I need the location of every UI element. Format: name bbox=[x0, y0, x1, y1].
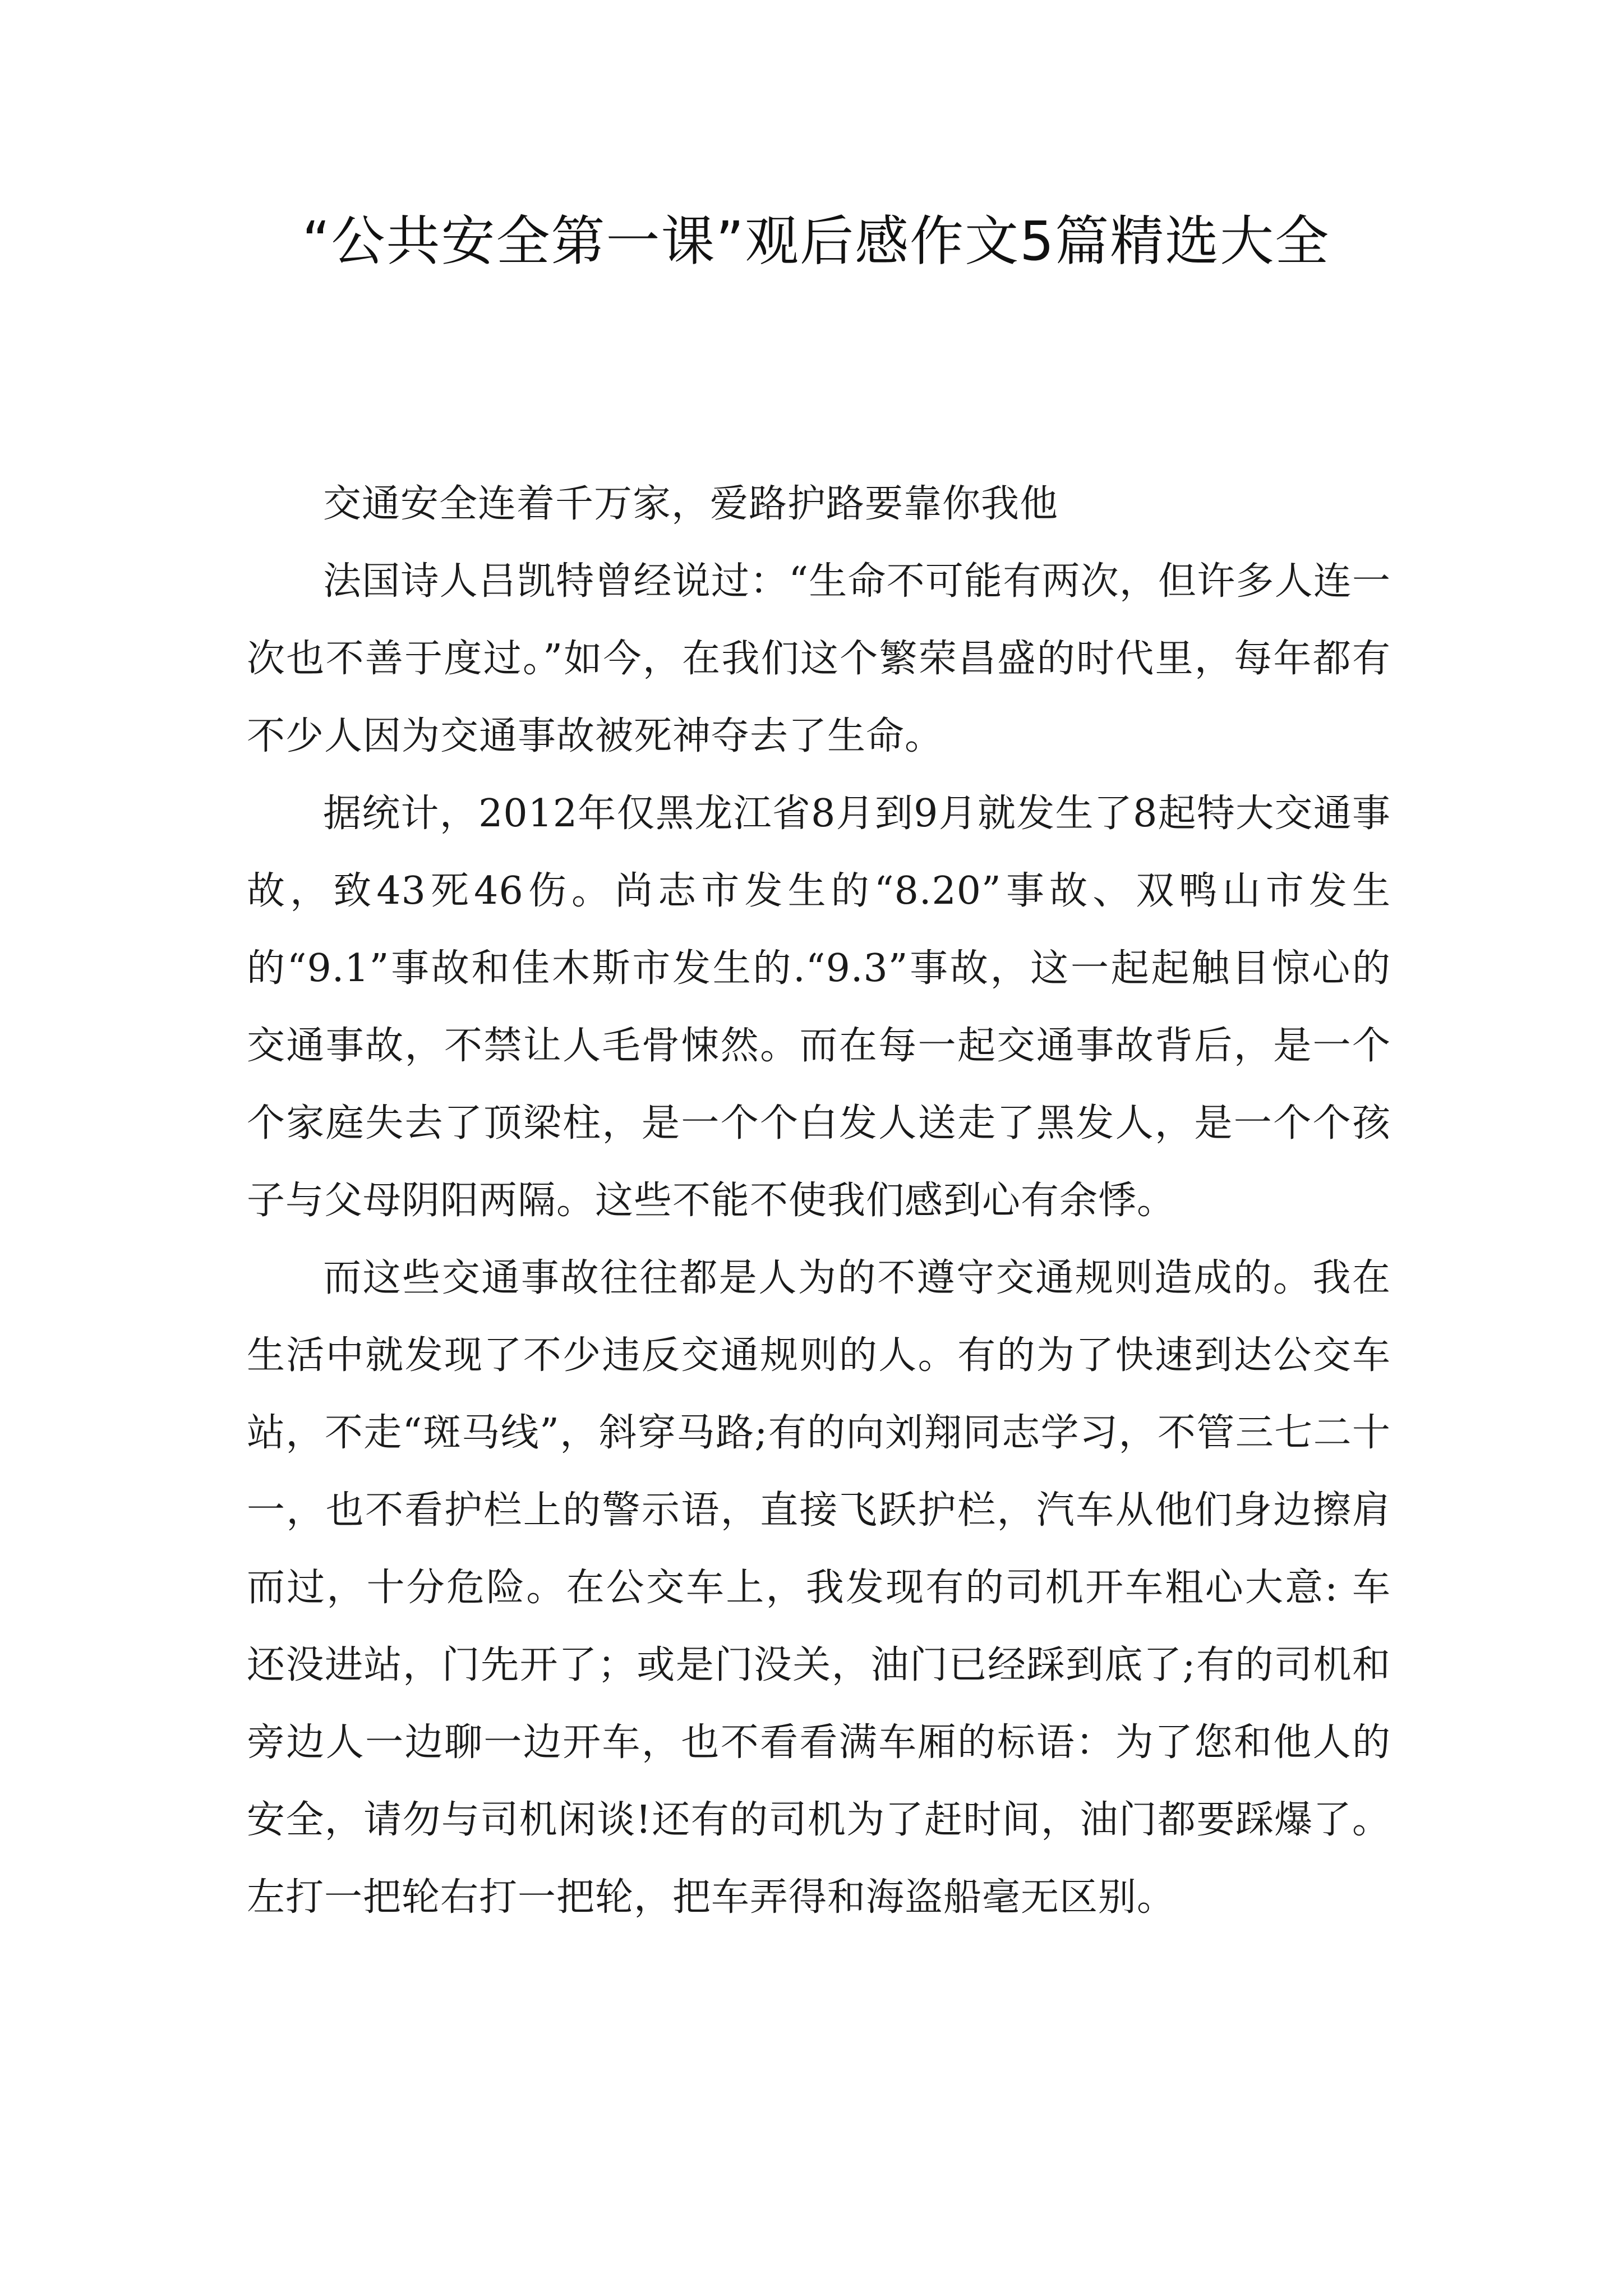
body-paragraph: 据统计，2012年仅黑龙江省8月到9月就发生了8起特大交通事故，致43死46伤。尚志市发生的“8.20”事故、双鸭山市发生的“9.1”事故和佳木斯市发生的.“9.3”事故，这一起起触目惊心的交通事故，不禁让人毛骨悚然。而在每一起交通事故背后，是一个个家庭失去了顶梁柱，是一个个白发人送走了黑发人，是一个个孩子与父母阴阳两隔。这些不能不使我们感到心有余悸。 bbox=[247, 792, 1391, 1223]
document-title: “公共安全第一课”观后感作文5篇精选大全 bbox=[302, 210, 1330, 273]
body-paragraph: 交通安全连着千万家，爱路护路要靠你我他 bbox=[323, 482, 1059, 526]
body-paragraph: 而这些交通事故往往都是人为的不遵守交通规则造成的。我在生活中就发现了不少违反交通规则的人。有的为了快速到达公交车站，不走“斑马线”，斜穿马路;有的向刘翔同志学习，不管三七二十一，也不看护栏上的警示语，直接飞跃护栏，汽车从他们身边擦肩而过，十分危险。在公交车上，我发现有的司机开车粗心大意: 车还没进站，门先开了；或是门没关，油门已经踩到底了;有的司机和旁边人一边聊一边开车，也不看看满车厢的标语：为了您和他人的安全，请勿与司机闲谈!还有的司机为了赶时间，油门都要踩爆了。左打一把轮右打一把轮，把车弄得和海盗船毫无区别。 bbox=[247, 1256, 1391, 1920]
body-paragraph: 法国诗人吕凯特曾经说过：“生命不可能有两次，但许多人连一次也不善于度过。”如今，在我们这个繁荣昌盛的时代里，每年都有不少人因为交通事故被死神夺去了生命。 bbox=[247, 559, 1391, 758]
document-body bbox=[247, 466, 1391, 1936]
